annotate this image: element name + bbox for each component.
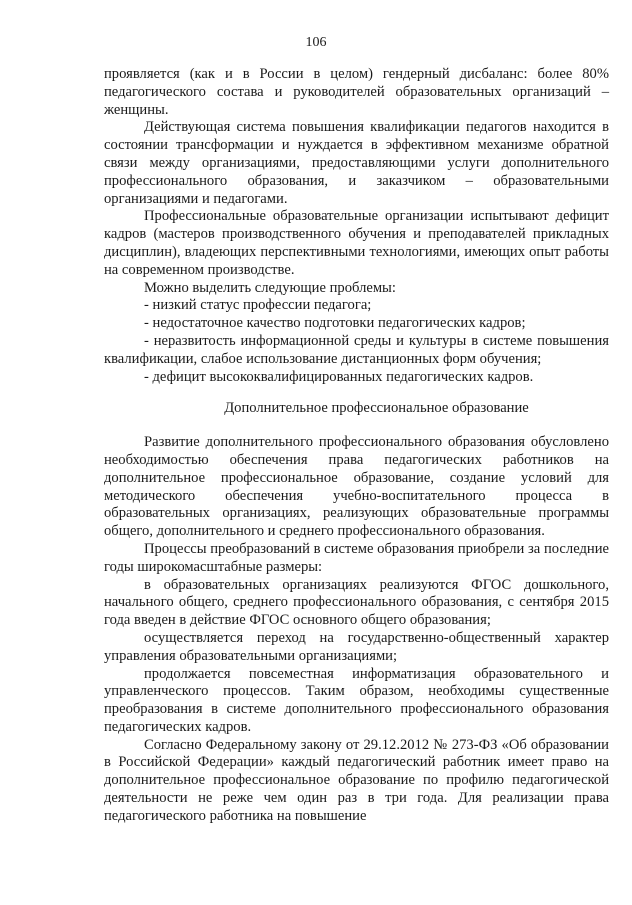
- list-item: - дефицит высококвалифицированных педагогических кадров.: [144, 368, 534, 385]
- section-heading: Дополнительное профессиональное образование: [224, 400, 529, 417]
- paragraph: осуществляется переход на государственно-общественный характер управления образовательными организациями;: [104, 629, 609, 664]
- list-item: - недостаточное качество подготовки педагогических кадров;: [144, 315, 526, 332]
- body-text: [104, 66, 609, 826]
- paragraph: Развитие дополнительного профессионального образования обусловлено необходимостью обеспечения права педагогических работников на дополнительное профессиональное образование, создание условий для методического обеспечения учебно-воспитательного процесса в образовательных организациях, реализующих образовательные программы общего, дополнительного и среднего профессионального образования.: [104, 434, 609, 540]
- paragraph: Профессиональные образовательные организации испытывают дефицит кадров (мастеров производственного обучения и преподавателей прикладных дисциплин), владеющих перспективными технологиями, имеющих опыт работы на современном производстве.: [104, 208, 609, 278]
- paragraph: в образовательных организациях реализуются ФГОС дошкольного, начального общего, среднего профессионального образования, с сентября 2015 года введен в действие ФГОС основного общего образования;: [104, 576, 609, 629]
- paragraph: Действующая система повышения квалификации педагогов находится в состоянии трансформации и нуждается в эффективном механизме обратной связи между организациями, предоставляющими услуги дополнительного профессионального образования, и заказчиком – образовательными организациями и педагогами.: [104, 119, 609, 207]
- list-item: - низкий статус профессии педагога;: [144, 297, 372, 314]
- paragraph: Можно выделить следующие проблемы:: [144, 279, 396, 296]
- list-item: - неразвитость информационной среды и культуры в системе повышения квалификации, слабое использование дистанционных форм обучения;: [104, 332, 609, 367]
- page-number: 106: [305, 35, 327, 50]
- paragraph: Согласно Федеральному закону от 29.12.2012 № 273-ФЗ «Об образовании в Российской Федерации» каждый педагогический работник имеет право на дополнительное профессиональное образование по профилю педагогической деятельности не реже чем один раз в три года. Для реализации права педагогического работника на повышение: [104, 736, 609, 824]
- paragraph: Процессы преобразований в системе образования приобрели за последние годы широкомасштабные размеры:: [104, 540, 609, 575]
- paragraph: проявляется (как и в России в целом) гендерный дисбаланс: более 80% педагогического состава и руководителей образовательных организаций – женщины.: [104, 66, 609, 118]
- paragraph: продолжается повсеместная информатизация образовательного и управленческого процессов. Таким образом, необходимы существенные преобразования в системе дополнительного профессионального образования педагогических кадров.: [104, 665, 609, 735]
